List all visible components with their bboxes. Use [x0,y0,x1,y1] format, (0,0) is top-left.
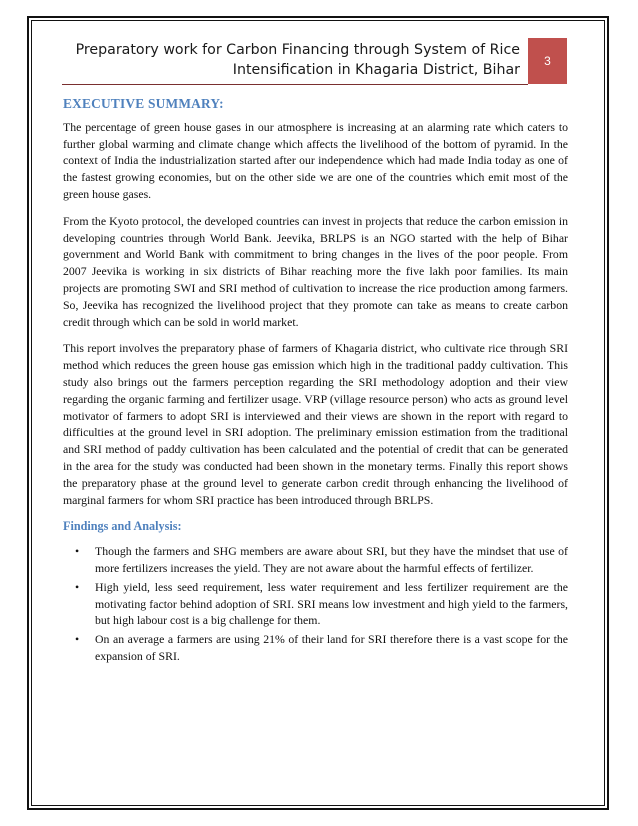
page-content [63,96,568,667]
bullet-icon: • [75,544,80,559]
page-number-badge: 3 [528,38,567,84]
document-header-title [60,40,520,80]
header-title-line-1: Preparatory work for Carbon Financing through System of Rice [75,42,520,58]
header-divider [62,84,528,85]
list-item [63,543,568,577]
finding-text-3: On an average a farmers are using 21% of their land for SRI therefore there is a vast scope for the expansion of SRI. [95,632,568,663]
header-title-line-2: Intensification in Khagaria District, Bihar [232,62,520,78]
executive-summary-heading: EXECUTIVE SUMMARY: [63,96,224,111]
summary-paragraph-1: The percentage of green house gases in our atmosphere is increasing at an alarming rate which caters to further global warming and climate change which affects the livelihood of the bottom of pyramid. In the context of India the industrialization started after our independence which had made India today as one of the fastest growing economies, but on the other side we are one of the countries which emit most of the green house gases. [63,119,568,201]
summary-paragraph-2: From the Kyoto protocol, the developed countries can invest in projects that reduce the carbon emission in developing countries through World Bank. Jeevika, BRLPS is an NGO started with the help of Bihar government and World Bank with commitment to bring changes in the lives of the poor people. From 2007 Jeevika is working in six districts of Bihar reaching more the five lakh poor families. Its main projects are promoting SWI and SRI method of cultivation to increase the rice production among farmers. So, Jeevika has recognized the livelihood project that they promote can take as means to create carbon credit through which can be sold in world market. [63,213,568,329]
bullet-icon: • [75,632,80,647]
finding-text-1: Though the farmers and SHG members are aware about SRI, but they have the mindset that use of more fertilizers increases the yield. They are not aware about the harmful effects of fertilizer. [95,544,568,575]
list-item [63,579,568,629]
findings-heading: Findings and Analysis: [63,519,182,534]
summary-paragraph-3: This report involves the preparatory phase of farmers of Khagaria district, who cultivate rice through SRI method which reduces the green house gas emission which high in the traditional paddy cultivation. This study also brings out the farmers perception regarding the SRI methodology adoption and their view regarding the organic farming and fertilizer usage. VRP (village resource person) who acts as ground level motivator of farmers to adopt SRI is interviewed and their views are shown in the report with regard to difficulties at the ground level in SRI adoption. The preliminary emission estimation from the traditional and SRI method of paddy cultivation has been calculated and the potential of credit that can be generated in the area for the study was conducted had been shown in the monetary terms. Finally this report shows the preparatory phase at the ground level to generate carbon credit through enhancing the livelihood of marginal farmers for whom SRI practice has been introduced through BRLPS. [63,341,568,507]
finding-text-2: High yield, less seed requirement, less water requirement and less fertilizer requirement are the motivating factor behind adoption of SRI. SRI means low investment and high yield to the farmers, but high labour cost is a big challenge for them. [95,579,568,628]
list-item [63,631,568,665]
bullet-icon: • [75,579,80,594]
findings-list [63,543,568,665]
